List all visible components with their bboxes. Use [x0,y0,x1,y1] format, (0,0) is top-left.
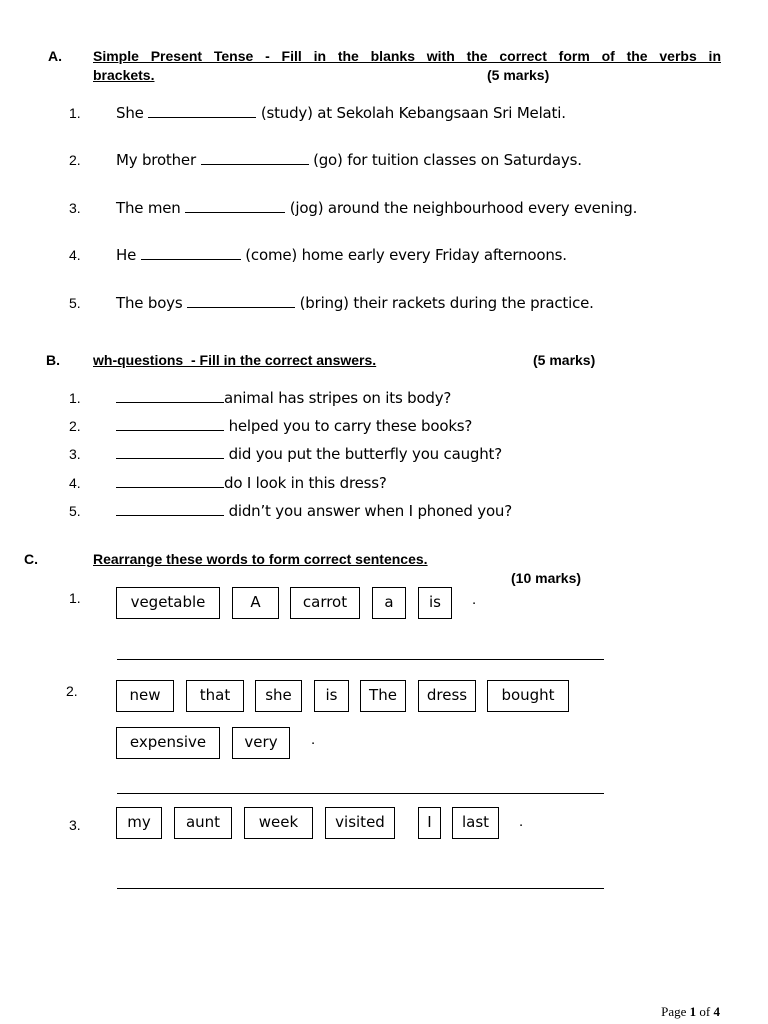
b-q2-text: helped you to carry these books? [116,417,472,435]
c-q1-end-dot: . [472,591,477,608]
a-q1-number: 1. [69,105,81,121]
word-tile[interactable]: is [314,680,349,712]
a-q4-text: He (come) home early every Friday afternoons. [116,246,567,264]
a-q5-number: 5. [69,295,81,311]
a-q3-blank[interactable] [185,200,285,213]
word-tile[interactable]: dress [418,680,476,712]
page-footer: Page 1 of 4 [661,1004,720,1019]
word-tile[interactable]: I [418,807,441,839]
word-tile[interactable]: is [418,587,452,619]
page-total: 4 [713,1004,720,1019]
section-b-letter: B. [46,352,60,368]
a-q1-text: She (study) at Sekolah Kebangsaan Sri Melati. [116,104,566,122]
c-q2-end-dot: . [311,731,316,748]
word-tile[interactable]: a [372,587,406,619]
word-tile[interactable]: expensive [116,727,220,759]
word-tile[interactable]: very [232,727,290,759]
word-tile[interactable]: vegetable [116,587,220,619]
word-tile[interactable]: carrot [290,587,360,619]
b-q1-blank[interactable] [116,390,224,403]
a-q2-blank[interactable] [201,152,309,165]
section-c-marks: (10 marks) [511,570,582,586]
b-q1-text: animal has stripes on its body? [116,389,451,407]
word-tile[interactable]: The [360,680,406,712]
word-tile[interactable]: week [244,807,313,839]
section-a-letter: A. [48,48,62,64]
b-q5-blank[interactable] [116,503,224,516]
section-b-title: wh-questions - Fill in the correct answers. [93,352,377,368]
word-tile[interactable]: visited [325,807,395,839]
section-a-title: Simple Present Tense - Fill in the blanks with the correct form of the verbs in [93,48,721,64]
b-q4-text: do I look in this dress? [116,474,387,492]
word-tile[interactable]: that [186,680,244,712]
c-q1-answer-line[interactable] [117,659,604,660]
b-q4-number: 4. [69,475,81,491]
section-b-marks: (5 marks) [533,352,596,368]
b-q5-number: 5. [69,503,81,519]
b-q1-number: 1. [69,390,81,406]
b-q3-blank[interactable] [116,446,224,459]
word-tile[interactable]: A [232,587,279,619]
section-c-letter: C. [24,551,38,567]
section-a-title-line2: brackets. [93,67,155,83]
word-tile[interactable]: my [116,807,162,839]
c-q3-end-dot: . [519,813,524,830]
a-q4-blank[interactable] [141,247,241,260]
b-q2-number: 2. [69,418,81,434]
b-q3-number: 3. [69,446,81,462]
c-q2-answer-line[interactable] [117,793,604,794]
a-q5-text: The boys (bring) their rackets during the practice. [116,294,594,312]
word-tile[interactable]: new [116,680,174,712]
page-number: 1 [689,1004,697,1019]
c-q3-answer-line[interactable] [117,888,604,889]
c-q3-number: 3. [69,817,81,833]
a-q3-text: The men (jog) around the neighbourhood every evening. [116,199,638,217]
a-q1-blank[interactable] [148,105,256,118]
section-a-marks: (5 marks) [487,67,550,83]
a-q2-text: My brother (go) for tuition classes on Saturdays. [116,151,582,169]
section-c-title: Rearrange these words to form correct sentences. [93,551,428,567]
a-q4-number: 4. [69,247,81,263]
c-q1-number: 1. [69,590,81,606]
b-q3-text: did you put the butterfly you caught? [116,445,502,463]
a-q5-blank[interactable] [187,295,295,308]
a-q2-number: 2. [69,152,81,168]
word-tile[interactable]: bought [487,680,569,712]
word-tile[interactable]: last [452,807,499,839]
a-q3-number: 3. [69,200,81,216]
b-q2-blank[interactable] [116,418,224,431]
c-q2-number: 2. [66,683,78,699]
word-tile[interactable]: she [255,680,302,712]
word-tile[interactable]: aunt [174,807,232,839]
b-q5-text: didn’t you answer when I phoned you? [116,502,512,520]
b-q4-blank[interactable] [116,475,224,488]
